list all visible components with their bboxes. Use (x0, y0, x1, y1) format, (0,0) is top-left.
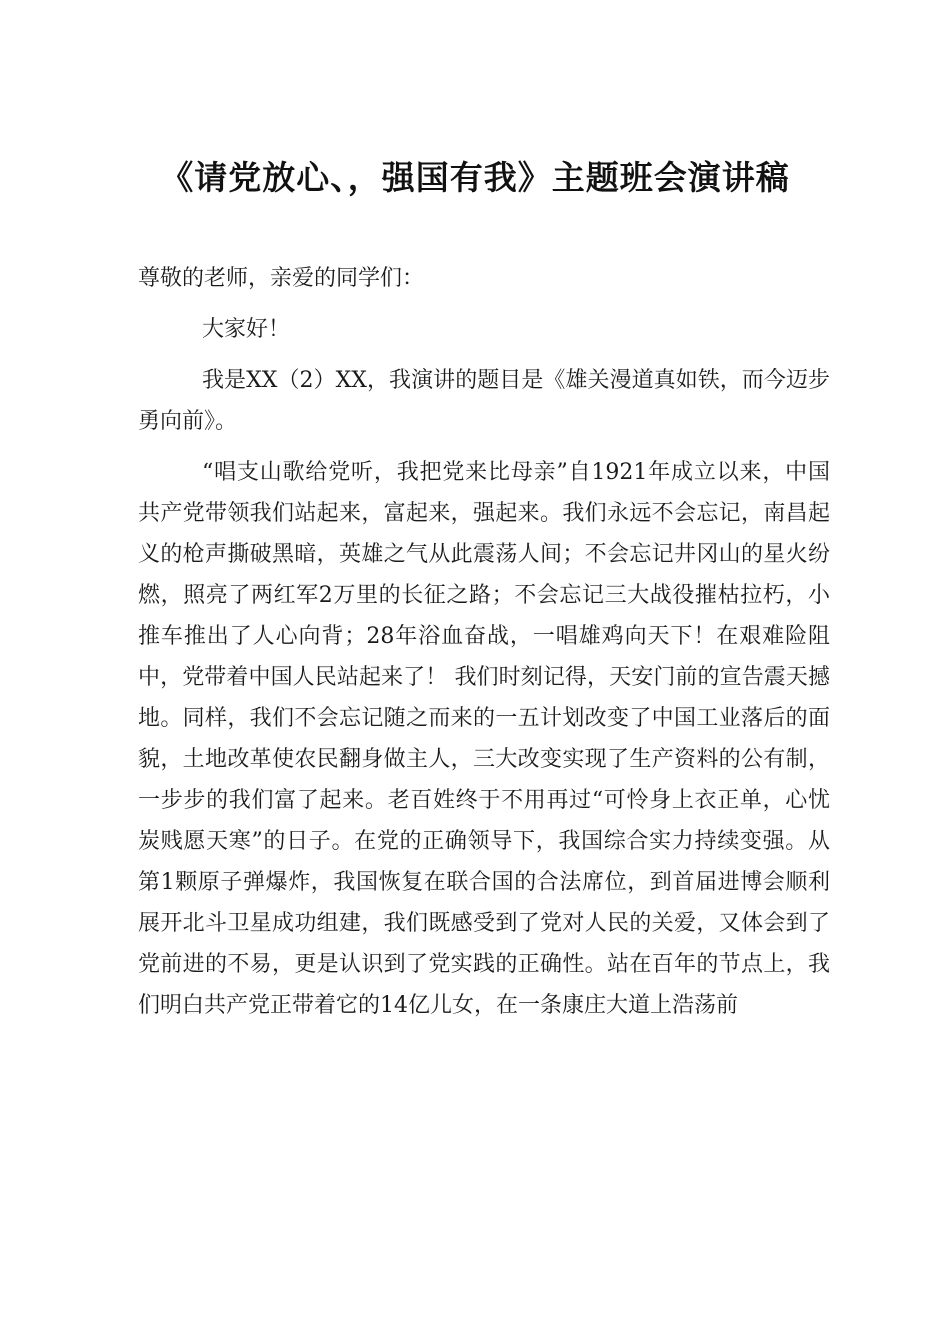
intro-paragraph: 我是XX（2）XX，我演讲的题目是《雄关漫道真如铁，而今迈步勇向前》。 (138, 368, 830, 434)
main-paragraph: “唱支山歌给党听，我把党来比母亲”自1921年成立以来，中国共产党带领我们站起来，富起来，强起来。我们永远不会忘记，南昌起义的枪声撕破黑暗，英雄之气从此震荡人间；不会忘记井冈山的星火纷燃，照亮了两红军2万里的长征之路；不会忘记三大战役摧枯拉朽，小推车推出了人心向背；28年浴血奋战，一唱雄鸡向天下！在艰难险阻中，党带着中国人民站起来了！ 我们时刻记得，天安门前的宣告震天撼地。同样，我们不会忘记随之而来的一五计划改变了中国工业落后的面貌，土地改革使农民翻身做主人，三大改变实现了生产资料的公有制，一步步的我们富了起来。老百姓终于不用再过“可怜身上衣正单，心忧炭贱愿天寒”的日子。在党的正确领导下，我国综合实力持续变强。从第1颗原子弹爆炸，我国恢复在联合国的合法席位，到首届进博会顺利展开北斗卫星成功组建，我们既感受到了党对人民的关爱，又体会到了党前进的不易，更是认识到了党实践的正确性。站在百年的节点上，我们明白共产党正带着它的14亿儿女，在一条康庄大道上浩荡前 (138, 460, 830, 1018)
document-body (138, 258, 830, 1026)
document-title: 《请党放心、，强国有我》主题班会演讲稿 (160, 158, 790, 197)
greeting-paragraph: 大家好！ (202, 317, 291, 342)
salutation-paragraph: 尊敬的老师，亲爱的同学们： (138, 266, 425, 291)
